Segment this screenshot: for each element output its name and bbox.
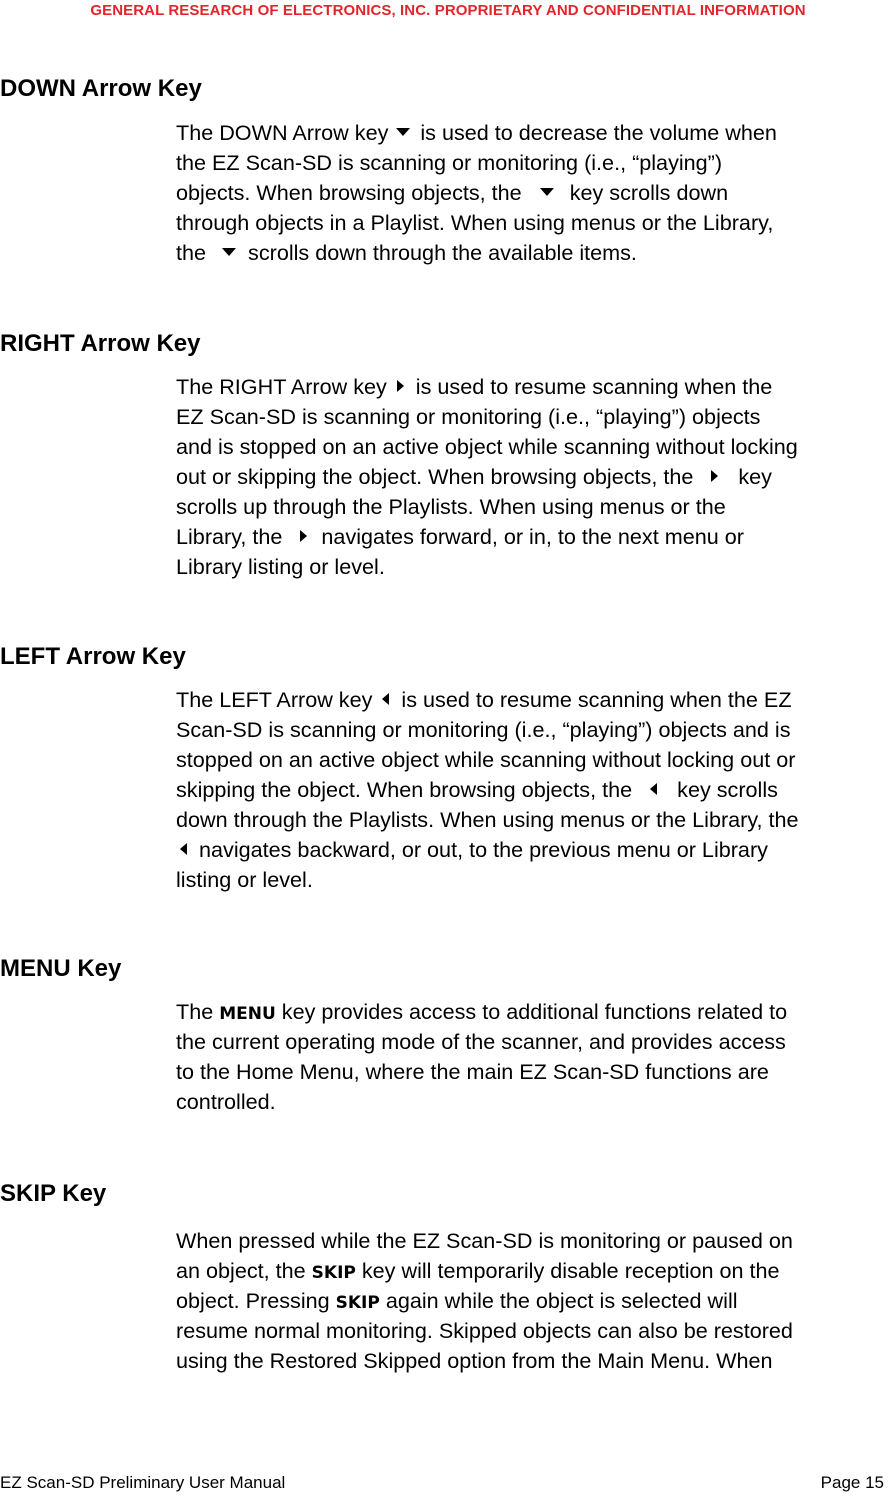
down-arrow-icon — [222, 248, 236, 256]
right-arrow-icon — [397, 380, 404, 392]
down-arrow-icon — [396, 128, 410, 136]
skip-key-label: SKIP — [335, 1293, 380, 1313]
paragraph-left-arrow-key — [176, 685, 896, 895]
text: key scrolls down — [569, 180, 729, 205]
text: Scan-SD is scanning or monitoring (i.e., “playing”) objects and is — [176, 717, 791, 742]
right-arrow-icon — [711, 470, 718, 482]
text: Library, the — [176, 524, 283, 549]
heading-menu-key: MENU Key — [0, 955, 122, 982]
text: stopped on an active object while scanning without locking out or — [176, 747, 796, 772]
text: controlled. — [176, 1089, 276, 1114]
text: using the Restored Skipped option from the Main Menu. When — [176, 1348, 773, 1373]
text: down through the Playlists. When using menus or the Library, the — [176, 807, 799, 832]
text: is used to decrease the volume when — [420, 120, 777, 145]
text: the — [176, 240, 207, 265]
text: and is stopped on an active object while scanning without locking — [176, 434, 798, 459]
text: listing or level. — [176, 867, 313, 892]
text: skipping the object. When browsing objects, the — [176, 777, 633, 802]
heading-left-arrow-key: LEFT Arrow Key — [0, 643, 186, 670]
text: key scrolls — [677, 777, 778, 802]
text: The LEFT Arrow key — [176, 687, 373, 712]
text: is used to resume scanning when the EZ — [401, 687, 792, 712]
text: The RIGHT Arrow key — [176, 374, 387, 399]
paragraph-skip-key — [176, 1226, 896, 1376]
text: EZ Scan-SD is scanning or monitoring (i.e., “playing”) objects — [176, 404, 761, 429]
text: key — [738, 464, 772, 489]
left-arrow-icon — [650, 783, 657, 795]
right-arrow-icon — [300, 530, 307, 542]
text: scrolls up through the Playlists. When using menus or the — [176, 494, 726, 519]
confidential-banner: GENERAL RESEARCH OF ELECTRONICS, INC. PROPRIETARY AND CONFIDENTIAL INFORMATION — [90, 2, 806, 19]
paragraph-down-arrow-key — [176, 118, 896, 268]
menu-key-label: MENU — [219, 1004, 276, 1024]
text: scrolls down through the available items. — [248, 240, 637, 265]
text: navigates forward, or in, to the next menu or — [321, 524, 744, 549]
text: an object, the — [176, 1258, 306, 1283]
text: Library listing or level. — [176, 554, 385, 579]
text: to the Home Menu, where the main EZ Scan-SD functions are — [176, 1059, 769, 1084]
text: When pressed while the EZ Scan-SD is monitoring or paused on — [176, 1228, 793, 1253]
paragraph-right-arrow-key — [176, 372, 896, 582]
heading-right-arrow-key: RIGHT Arrow Key — [0, 330, 201, 357]
left-arrow-icon — [180, 843, 187, 855]
text: key will temporarily disable reception on the — [361, 1258, 780, 1283]
footer-manual-title: EZ Scan-SD Preliminary User Manual — [0, 1473, 286, 1492]
text: the current operating mode of the scanner, and provides access — [176, 1029, 786, 1054]
left-arrow-icon — [382, 693, 389, 705]
text: object. Pressing — [176, 1288, 330, 1313]
text: navigates backward, or out, to the previous menu or Library — [199, 837, 768, 862]
heading-down-arrow-key: DOWN Arrow Key — [0, 75, 202, 102]
text: key provides access to additional functions related to — [281, 999, 788, 1024]
heading-skip-key: SKIP Key — [0, 1180, 107, 1207]
text: the EZ Scan-SD is scanning or monitoring (i.e., “playing”) — [176, 150, 723, 175]
text: is used to resume scanning when the — [415, 374, 773, 399]
skip-key-label: SKIP — [311, 1263, 356, 1283]
down-arrow-icon — [540, 188, 554, 196]
text: The — [176, 999, 214, 1024]
text: resume normal monitoring. Skipped objects can also be restored — [176, 1318, 793, 1343]
paragraph-menu-key — [176, 997, 896, 1117]
footer-page-number: Page 15 — [820, 1473, 884, 1492]
text: The DOWN Arrow key — [176, 120, 389, 145]
text: out or skipping the object. When browsing objects, the — [176, 464, 694, 489]
text: objects. When browsing objects, the — [176, 180, 522, 205]
text: again while the object is selected will — [385, 1288, 738, 1313]
text: through objects in a Playlist. When using menus or the Library, — [176, 210, 774, 235]
